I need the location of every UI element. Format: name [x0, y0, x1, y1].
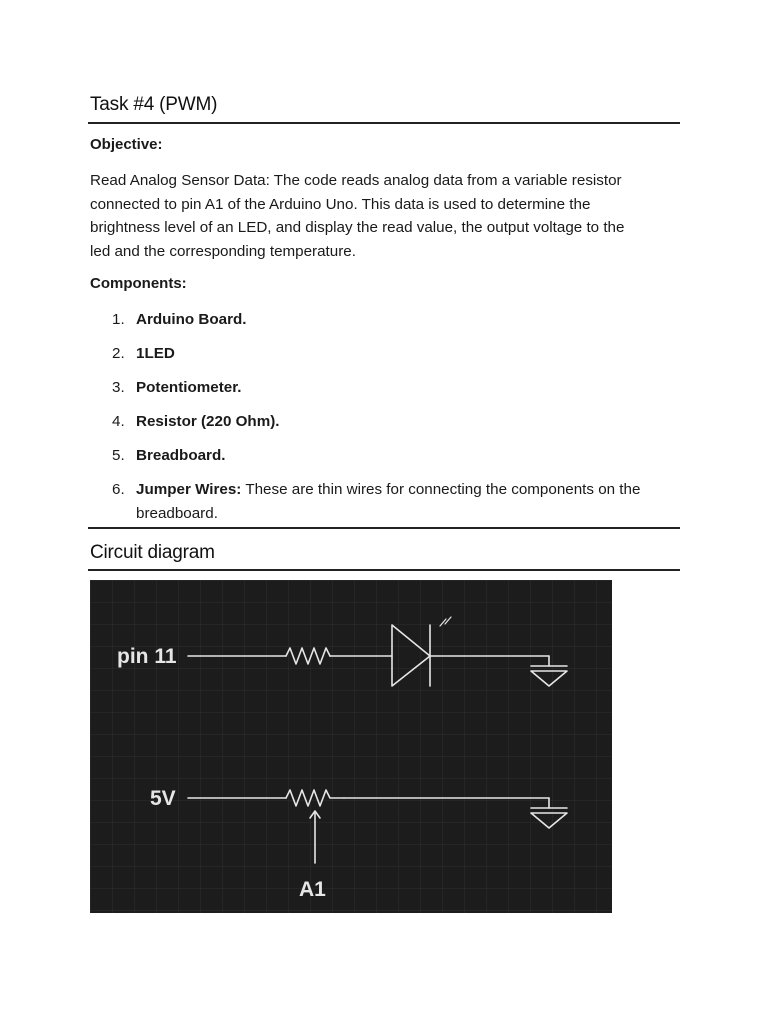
component-description-cont: breadboard.: [136, 504, 218, 522]
list-number: 5.: [112, 447, 125, 464]
list-text: [136, 410, 676, 434]
component-name: 1LED: [136, 345, 175, 362]
list-number: 2.: [112, 345, 125, 362]
component-name: Resistor (220 Ohm).: [136, 413, 280, 430]
circuit-diagram: [90, 580, 612, 913]
list-text: [136, 308, 676, 332]
list-number: 3.: [112, 379, 125, 396]
label-pin11: pin 11: [117, 645, 177, 668]
component-description: These are thin wires for connecting the components on the: [241, 481, 641, 498]
list-text: [136, 478, 676, 525]
circuit-svg: [90, 580, 612, 913]
circuit-heading-divider: [88, 569, 680, 571]
objective-line: led and the corresponding temperature.: [90, 243, 356, 261]
list-number: 1.: [112, 311, 125, 328]
list-number: 6.: [112, 481, 125, 498]
list-text: [136, 376, 676, 400]
section-divider: [88, 527, 680, 529]
list-number: 4.: [112, 413, 125, 430]
component-name: Potentiometer.: [136, 379, 242, 396]
list-text: [136, 342, 676, 366]
objective-paragraph: [90, 169, 680, 264]
objective-line: brightness level of an LED, and display the read value, the output voltage to the: [90, 219, 625, 237]
heading-divider: [88, 122, 680, 124]
objective-line: Read Analog Sensor Data: The code reads analog data from a variable resistor: [90, 172, 622, 189]
diagram-grid: [90, 580, 612, 913]
label-5v: 5V: [150, 787, 176, 810]
objective-line: connected to pin A1 of the Arduino Uno. This data is used to determine the: [90, 195, 591, 213]
objective-label: Objective:: [90, 136, 163, 153]
component-name: Breadboard.: [136, 447, 226, 464]
component-name: Arduino Board.: [136, 311, 247, 328]
task-heading: Task #4 (PWM): [90, 94, 218, 115]
component-name: Jumper Wires:: [136, 481, 242, 498]
components-label: Components:: [90, 275, 187, 292]
label-a1: A1: [299, 878, 326, 901]
list-text: [136, 444, 676, 468]
circuit-heading: Circuit diagram: [90, 542, 215, 563]
